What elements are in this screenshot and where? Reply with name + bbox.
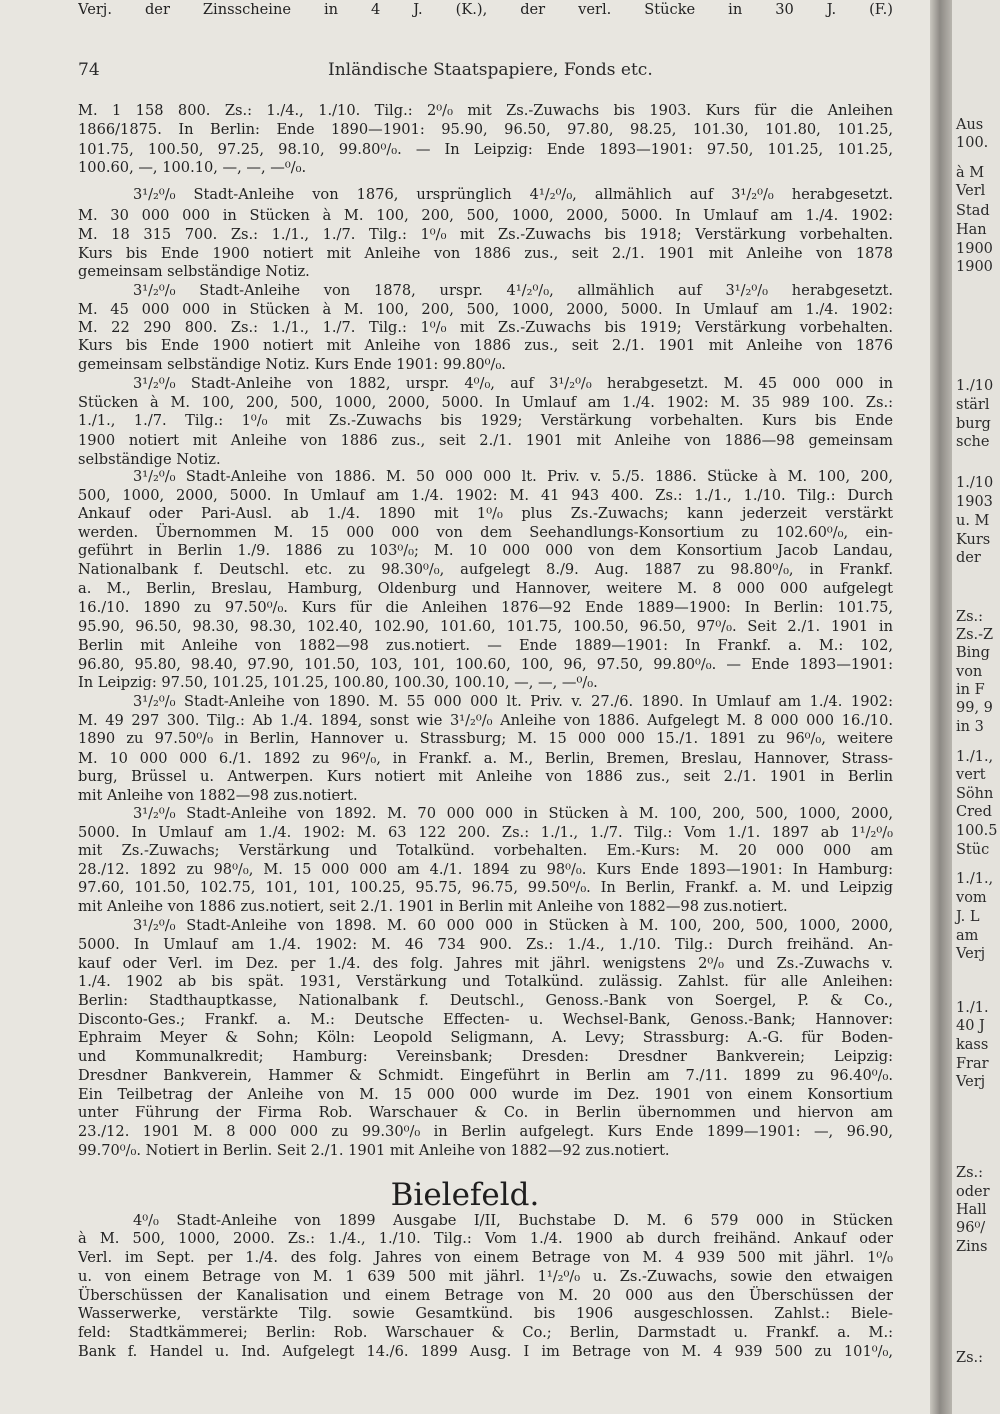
text-line: M. 1 158 800. Zs.: 1./4., 1./10. Tilg.: 2⁰/₀ mit Zs.-Zuwachs bis 1903. Kurs für die Anleihen xyxy=(78,102,893,119)
neighbor-page-fragment: 1./1., xyxy=(956,749,994,765)
text-line: Verl. im Sept. per 1./4. des folg. Jahres von einem Betrage von M. 4 939 500 mit jährl. 1⁰/₀ xyxy=(78,1249,893,1266)
text-line: gemeinsam selbständige Notiz. Kurs Ende 1901: 99.80⁰/₀. xyxy=(78,356,506,373)
text-line: 99.70⁰/₀. Notiert in Berlin. Seit 2./1. 1901 mit Anleihe von 1882—92 zus.notiert. xyxy=(78,1142,670,1159)
text-line: Wasserwerke, verstärkte Tilg. sowie Gesamtkünd. bis 1906 ausgeschlossen. Zahlst.: Biele- xyxy=(78,1305,893,1322)
text-line: mit Anleihe von 1886 zus.notiert, seit 2./1. 1901 in Berlin mit Anleihe von 1882—98 zus.notiert. xyxy=(78,898,788,915)
text-line: 16./10. 1890 zu 97.50⁰/₀. Kurs für die Anleihen 1876—92 Ende 1889—1900: In Berlin: 101.75, xyxy=(78,599,893,616)
text-line: Kurs bis Ende 1900 notiert mit Anleihe von 1886 zus., seit 2./1. 1901 mit Anleihe von 1876 xyxy=(78,337,893,354)
text-line: 4⁰/₀ Stadt-Anleihe von 1899 Ausgabe I/II, Buchstabe D. M. 6 579 000 in Stücken xyxy=(133,1212,893,1229)
text-line: u. von einem Betrage von M. 1 639 500 mit jährl. 1¹/₂⁰/₀ u. Zs.-Zuwachs, sowie den etwaigen xyxy=(78,1268,893,1285)
neighbor-page-fragment: Zs.: xyxy=(956,609,984,625)
neighbor-page-fragment: burg xyxy=(956,416,991,432)
neighbor-page-fragment: Kurs xyxy=(956,532,991,548)
section-heading-bielefeld: Bielefeld. xyxy=(390,1177,540,1213)
neighbor-page-fragment: Zins xyxy=(956,1239,988,1255)
text-line: 1./4. 1902 ab bis spät. 1931, Verstärkung und Totalkünd. zulässig. Zahlst. für alle Anleihen: xyxy=(78,973,893,990)
text-line: burg, Brüssel u. Antwerpen. Kurs notiert mit Anleihe von 1886 zus., seit 2./1. 1901 in Berlin xyxy=(78,768,893,785)
text-line: Bank f. Handel u. Ind. Aufgelegt 14./6. 1899 Ausg. I im Betrage von M. 4 939 500 zu 101⁰/₀, xyxy=(78,1343,893,1360)
text-line: 1866/1875. In Berlin: Ende 1890—1901: 95.90, 96.50, 97.80, 98.25, 101.30, 101.80, 101.25, xyxy=(78,121,893,138)
text-line: 1890 zu 97.50⁰/₀ in Berlin, Hannover u. Strassburg; M. 15 000 000 15./1. 1891 zu 96⁰/₀, weitere xyxy=(78,730,893,747)
neighbor-page-fragment: Zs.: xyxy=(956,1350,984,1366)
neighbor-page-fragment: oder xyxy=(956,1184,990,1200)
neighbor-page-fragment: stärl xyxy=(956,397,990,413)
text-line: M. 10 000 000 6./1. 1892 zu 96⁰/₀, in Frankf. a. M., Berlin, Bremen, Breslau, Hannover, Strass- xyxy=(78,750,893,767)
neighbor-page-fragment: 99, 9 xyxy=(956,700,993,716)
neighbor-page-fragment: 1900 xyxy=(956,241,993,257)
text-line: Überschüssen der Kanalisation und einem Betrage von M. 20 000 aus den Überschüssen der xyxy=(78,1287,893,1304)
text-line: mit Anleihe von 1882—98 zus.notiert. xyxy=(78,787,358,804)
neighbor-page-fragment: Verj xyxy=(956,946,986,962)
neighbor-page-fragment: in 3 xyxy=(956,719,984,735)
text-line: und Kommunalkredit; Hamburg: Vereinsbank; Dresden: Dresdner Bankverein; Leipzig: xyxy=(78,1048,893,1065)
text-line: Ein Teilbetrag der Anleihe von M. 15 000 000 wurde im Dez. 1901 von einem Konsortium xyxy=(78,1086,893,1103)
text-line: M. 49 297 300. Tilg.: Ab 1./4. 1894, sonst wie 3¹/₂⁰/₀ Anleihe von 1886. Aufgelegt M. 8 000 000 16./10. xyxy=(78,712,893,729)
text-line: 3¹/₂⁰/₀ Stadt-Anleihe von 1898. M. 60 000 000 in Stücken à M. 100, 200, 500, 1000, 2000, xyxy=(133,917,893,934)
text-line: unter Führung der Firma Rob. Warschauer & Co. in Berlin übernommen und hiervon am xyxy=(78,1104,893,1121)
neighbor-page-fragment: 96⁰/ xyxy=(956,1220,986,1236)
text-line: gemeinsam selbständige Notiz. xyxy=(78,263,310,280)
neighbor-page-fragment: in F xyxy=(956,682,985,698)
text-line: 3¹/₂⁰/₀ Stadt-Anleihe von 1878, urspr. 4¹/₂⁰/₀, allmählich auf 3¹/₂⁰/₀ herabgesetzt. xyxy=(133,282,893,299)
text-line: feld: Stadtkämmerei; Berlin: Rob. Warschauer & Co.; Berlin, Darmstadt u. Frankf. a. M.: xyxy=(78,1324,893,1341)
neighbor-page-fragment: Hall xyxy=(956,1202,987,1218)
neighbor-page-fragment: Verj xyxy=(956,1074,986,1090)
book-gutter xyxy=(930,0,952,1414)
text-line: M. 45 000 000 in Stücken à M. 100, 200, 500, 1000, 2000, 5000. In Umlauf am 1./4. 1902: xyxy=(78,301,893,318)
text-line: 5000. In Umlauf am 1./4. 1902: M. 46 734 900. Zs.: 1./4., 1./10. Tilg.: Durch freihänd. An- xyxy=(78,936,893,953)
text-line: 3¹/₂⁰/₀ Stadt-Anleihe von 1876, ursprünglich 4¹/₂⁰/₀, allmählich auf 3¹/₂⁰/₀ herabgesetzt. xyxy=(133,186,893,203)
text-line: 3¹/₂⁰/₀ Stadt-Anleihe von 1886. M. 50 000 000 lt. Priv. v. 5./5. 1886. Stücke à M. 100, 200, xyxy=(133,468,893,485)
text-line: M. 18 315 700. Zs.: 1./1., 1./7. Tilg.: 1⁰/₀ mit Zs.-Zuwachs bis 1918; Verstärkung vorbehalten. xyxy=(78,226,893,243)
neighbor-page-fragment: Stad xyxy=(956,203,990,219)
text-line: M. 30 000 000 in Stücken à M. 100, 200, 500, 1000, 2000, 5000. In Umlauf am 1./4. 1902: xyxy=(78,207,893,224)
text-line: Stücken à M. 100, 200, 500, 1000, 2000, 5000. In Umlauf am 1./4. 1902: M. 35 989 100. Zs.: xyxy=(78,394,893,411)
neighbor-page-fragment: 1903 xyxy=(956,494,993,510)
neighbor-page-fragment: 40 J xyxy=(956,1018,985,1034)
text-line: 28./12. 1892 zu 98⁰/₀, M. 15 000 000 am 4./1. 1894 zu 98⁰/₀. Kurs Ende 1893—1901: In Hamburg: xyxy=(78,861,893,878)
text-line: 96.80, 95.80, 98.40, 97.90, 101.50, 103, 101, 100.60, 100, 96, 97.50, 99.80⁰/₀. — Ende 1893—1901: xyxy=(78,656,893,673)
neighbor-page-fragment: Zs.-Z xyxy=(956,627,994,643)
neighbor-page-edge xyxy=(952,0,1000,1414)
text-line: Verj. der Zinsscheine in 4 J. (K.), der verl. Stücke in 30 J. (F.) xyxy=(78,1,893,18)
neighbor-page-fragment: u. M xyxy=(956,513,990,529)
text-line: Kurs bis Ende 1900 notiert mit Anleihe von 1886 zus., seit 2./1. 1901 mit Anleihe von 1878 xyxy=(78,245,893,262)
neighbor-page-fragment: 1./10 xyxy=(956,378,994,394)
text-line: 23./12. 1901 M. 8 000 000 zu 99.30⁰/₀ in Berlin aufgelegt. Kurs Ende 1899—1901: —, 96.90, xyxy=(78,1123,893,1140)
text-line: Ankauf oder Pari-Ausl. ab 1./4. 1890 mit 1⁰/₀ plus Zs.-Zuwachs; kann jederzeit verstärkt xyxy=(78,505,893,522)
text-line: 3¹/₂⁰/₀ Stadt-Anleihe von 1882, urspr. 4⁰/₀, auf 3¹/₂⁰/₀ herabgesetzt. M. 45 000 000 in xyxy=(133,375,893,392)
neighbor-page-fragment: 1./1., xyxy=(956,871,994,887)
neighbor-page-fragment: 1./10 xyxy=(956,475,994,491)
text-line: a. M., Berlin, Breslau, Hamburg, Oldenburg und Hannover, weitere M. 8 000 000 aufgelegt xyxy=(78,580,893,597)
neighbor-page-fragment: J. L xyxy=(956,909,980,925)
neighbor-page-fragment: Han xyxy=(956,222,987,238)
neighbor-page-fragment: vom xyxy=(956,890,987,906)
text-line: 100.60, —, 100.10, —, —, —⁰/₀. xyxy=(78,159,307,176)
text-line: à M. 500, 1000, 2000. Zs.: 1./4., 1./10. Tilg.: Vom 1./4. 1900 ab durch freihänd. Ankauf oder xyxy=(78,1230,893,1247)
text-line: Nationalbank f. Deutschl. etc. zu 98.30⁰/₀, aufgelegt 8./9. Aug. 1887 zu 98.80⁰/₀, in Frankf. xyxy=(78,561,893,578)
neighbor-page-fragment: 100.5 xyxy=(956,823,998,839)
neighbor-page-fragment: Stüc xyxy=(956,842,990,858)
text-line: Berlin mit Anleihe von 1882—98 zus.notiert. — Ende 1889—1901: In Frankf. a. M.: 102, xyxy=(78,637,893,654)
text-line: werden. Übernommen M. 15 000 000 von dem Seehandlungs-Konsortium zu 102.60⁰/₀, ein- xyxy=(78,524,893,541)
running-head: Inländische Staatspapiere, Fonds etc. xyxy=(328,60,653,80)
text-line: selbständige Notiz. xyxy=(78,451,221,468)
text-line: 500, 1000, 2000, 5000. In Umlauf am 1./4. 1902: M. 41 943 400. Zs.: 1./1., 1./10. Tilg.: Durch xyxy=(78,487,893,504)
text-line: In Leipzig: 97.50, 101.25, 101.25, 100.80, 100.30, 100.10, —, —, —⁰/₀. xyxy=(78,674,598,691)
neighbor-page-fragment: der xyxy=(956,550,981,566)
neighbor-page-fragment: am xyxy=(956,928,979,944)
neighbor-page-fragment: Cred xyxy=(956,804,992,820)
text-line: 3¹/₂⁰/₀ Stadt-Anleihe von 1890. M. 55 000 000 lt. Priv. v. 27./6. 1890. In Umlauf am 1./4. 1902: xyxy=(133,693,893,710)
text-line: Berlin: Stadthauptkasse, Nationalbank f. Deutschl., Genoss.-Bank von Soergel, P. & Co., xyxy=(78,992,893,1009)
text-line: 3¹/₂⁰/₀ Stadt-Anleihe von 1892. M. 70 000 000 in Stücken à M. 100, 200, 500, 1000, 2000, xyxy=(133,805,893,822)
text-line: mit Zs.-Zuwachs; Verstärkung und Totalkünd. vorbehalten. Em.-Kurs: M. 20 000 000 am xyxy=(78,842,893,859)
text-line: Dresdner Bankverein, Hammer & Schmidt. Eingeführt in Berlin am 7./11. 1899 zu 96.40⁰/₀. xyxy=(78,1067,893,1084)
page-number: 74 xyxy=(78,60,100,80)
neighbor-page-fragment: 100. xyxy=(956,135,989,151)
neighbor-page-fragment: Frar xyxy=(956,1056,989,1072)
neighbor-page-fragment: Bing xyxy=(956,645,990,661)
text-line: M. 22 290 800. Zs.: 1./1., 1./7. Tilg.: 1⁰/₀ mit Zs.-Zuwachs bis 1919; Verstärkung vorbehalten. xyxy=(78,319,893,336)
text-line: Disconto-Ges.; Frankf. a. M.: Deutsche Effecten- u. Wechsel-Bank, Genoss.-Bank; Hannover: xyxy=(78,1011,893,1028)
neighbor-page-fragment: sche xyxy=(956,434,990,450)
text-line: kauf oder Verl. im Dez. per 1./4. des folg. Jahres mit jährl. wenigstens 2⁰/₀ und Zs.-Zuwachs v. xyxy=(78,955,893,972)
text-line: Ephraim Meyer & Sohn; Köln: Leopold Seligmann, A. Levy; Strassburg: A.-G. für Boden- xyxy=(78,1029,893,1046)
neighbor-page-fragment: à M xyxy=(956,165,985,181)
neighbor-page-fragment: vert xyxy=(956,767,986,783)
neighbor-page-fragment: von xyxy=(956,664,983,680)
text-line: 95.90, 96.50, 98.30, 98.30, 102.40, 102.90, 101.60, 101.75, 100.50, 96.50, 97⁰/₀. Seit 2./1. 1901 in xyxy=(78,618,893,635)
text-line: 1900 notiert mit Anleihe von 1886 zus., seit 2./1. 1901 mit Anleihe von 1886—98 gemeinsam xyxy=(78,432,893,449)
neighbor-page-fragment: 1900 xyxy=(956,259,993,275)
neighbor-page-fragment: kass xyxy=(956,1037,989,1053)
text-line: geführt in Berlin 1./9. 1886 zu 103⁰/₀; M. 10 000 000 von dem Konsortium Jacob Landau, xyxy=(78,542,893,559)
neighbor-page-fragment: Zs.: xyxy=(956,1165,984,1181)
neighbor-page-fragment: Verl xyxy=(956,183,986,199)
neighbor-page-fragment: 1./1. xyxy=(956,1000,989,1016)
text-line: 101.75, 100.50, 97.25, 98.10, 99.80⁰/₀. — In Leipzig: Ende 1893—1901: 97.50, 101.25, 101.25, xyxy=(78,141,893,158)
text-line: 1./1., 1./7. Tilg.: 1⁰/₀ mit Zs.-Zuwachs bis 1929; Verstärkung vorbehalten. Kurs bis Ende xyxy=(78,412,893,429)
neighbor-page-fragment: Aus xyxy=(956,117,984,133)
text-line: 97.60, 101.50, 102.75, 101, 101, 100.25, 95.75, 96.75, 99.50⁰/₀. In Berlin, Frankf. a. M. und Leipzig xyxy=(78,879,893,896)
neighbor-page-fragment: Söhn xyxy=(956,786,994,802)
text-line: 5000. In Umlauf am 1./4. 1902: M. 63 122 200. Zs.: 1./1., 1./7. Tilg.: Vom 1./1. 1897 ab 1¹/₂⁰/₀ xyxy=(78,824,893,841)
